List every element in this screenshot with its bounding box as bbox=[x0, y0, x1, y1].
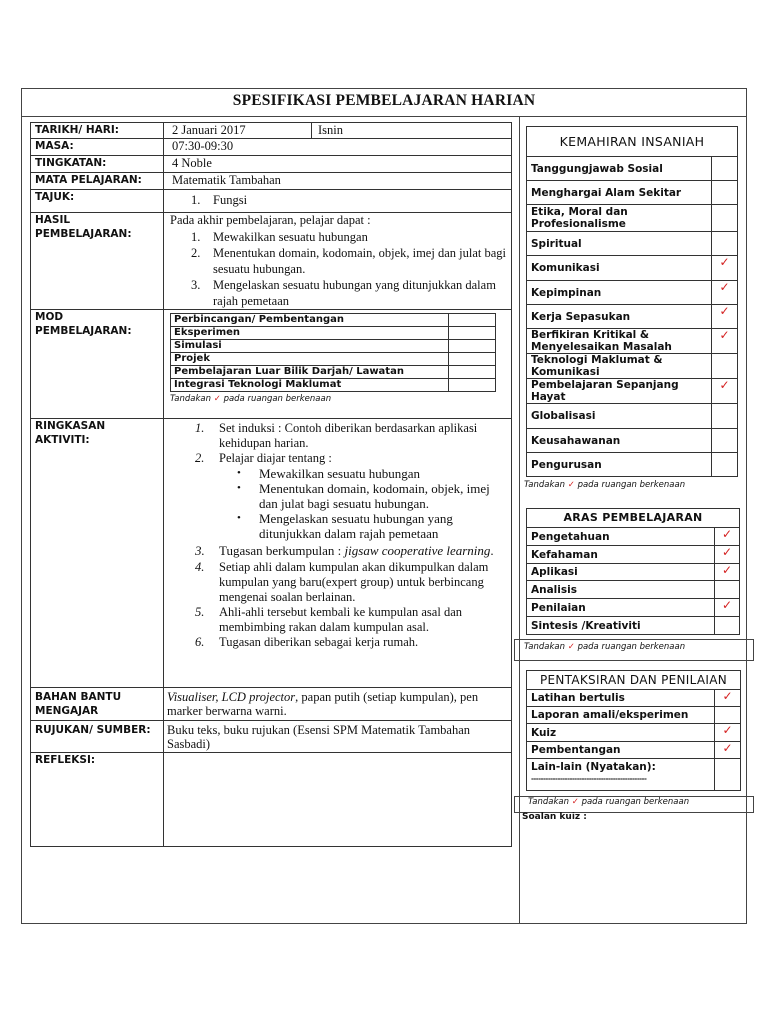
kemahiran-title: KEMAHIRAN INSANIAH bbox=[527, 127, 738, 157]
aras-item: Analisis bbox=[527, 581, 715, 599]
hasil-list bbox=[167, 229, 508, 309]
check-icon: ✓ bbox=[722, 723, 733, 737]
mod-checkbox[interactable] bbox=[449, 379, 496, 392]
mod-item: Perbincangan/ Pembentangan bbox=[171, 314, 449, 327]
tingkatan-value: 4 Noble bbox=[164, 156, 512, 173]
hasil-label: HASIL PEMBELAJARAN: bbox=[31, 213, 164, 310]
pentaksiran-item: Latihan bertulis bbox=[527, 690, 715, 707]
tajuk-item: 1. Fungsi bbox=[191, 193, 248, 207]
tarikh-label: TARIKH/ HARI: bbox=[31, 123, 164, 139]
aras-checkbox[interactable] bbox=[715, 546, 740, 564]
kemahiran-checkbox[interactable] bbox=[712, 354, 738, 379]
mod-item: Pembelajaran Luar Bilik Darjah/ Lawatan bbox=[171, 366, 449, 379]
activity-item: 1. Set induksi : Contoh diberikan berdasarkan aplikasi kehidupan harian. bbox=[195, 421, 478, 450]
check-icon: ✓ bbox=[722, 689, 733, 703]
hasil-item: 3. Mengelaskan sesuatu hubungan yang ditunjukkan dalam rajah pemetaan bbox=[191, 278, 496, 308]
bahan-label: BAHAN BANTU MENGAJAR bbox=[31, 688, 164, 721]
kemahiran-item: Kerja Sepasukan bbox=[527, 305, 712, 329]
hasil-intro: Pada akhir pembelajaran, pelajar dapat : bbox=[170, 213, 371, 227]
check-icon: ✓ bbox=[567, 642, 575, 652]
bullet-item: • Mengelaskan sesuatu hubungan yang ditunjukkan dalam rajah pemetaan bbox=[237, 511, 453, 541]
kemahiran-checkbox[interactable] bbox=[712, 453, 738, 477]
kemahiran-item: Globalisasi bbox=[527, 404, 712, 429]
pentaksiran-checkbox[interactable] bbox=[715, 724, 741, 742]
aras-checkbox[interactable] bbox=[715, 599, 740, 617]
kemahiran-item: Spiritual bbox=[527, 232, 712, 256]
aras-checkbox[interactable] bbox=[715, 528, 740, 546]
ringkasan-cell bbox=[164, 419, 512, 688]
kemahiran-table bbox=[526, 126, 738, 477]
check-icon: ✓ bbox=[719, 378, 730, 392]
kemahiran-checkbox[interactable] bbox=[712, 256, 738, 281]
mod-cell bbox=[164, 310, 512, 419]
kemahiran-checkbox[interactable] bbox=[712, 232, 738, 256]
activity-list bbox=[167, 421, 508, 466]
pentaksiran-note: Tandakan ✓ pada ruangan berkenaan bbox=[528, 797, 690, 807]
activity-bullets bbox=[167, 466, 508, 541]
kemahiran-item: Keusahawanan bbox=[527, 429, 712, 453]
check-icon: ✓ bbox=[213, 394, 221, 404]
tajuk-list bbox=[167, 193, 508, 207]
kemahiran-checkbox[interactable] bbox=[712, 379, 738, 404]
mod-checkbox[interactable] bbox=[449, 366, 496, 379]
activity-item: 4. Setiap ahli dalam kumpulan akan dikumpulkan dalam kumpulan yang baru(expert group) untuk berbincang mengenai soalan berlainan. bbox=[195, 560, 489, 604]
mod-item: Integrasi Teknologi Maklumat bbox=[171, 379, 449, 392]
check-icon: ✓ bbox=[719, 328, 730, 342]
mata-pelajaran-label: MATA PELAJARAN: bbox=[31, 173, 164, 190]
lain-lain-label: Lain-lain (Nyatakan): bbox=[531, 761, 656, 773]
tajuk-label: TAJUK: bbox=[31, 190, 164, 213]
aras-table bbox=[526, 508, 740, 635]
bullet-item: • Menentukan domain, kodomain, objek, imej dan julat bagi sesuatu hubungan. bbox=[237, 481, 490, 511]
check-icon: ✓ bbox=[721, 527, 733, 541]
mata-pelajaran-value: Matematik Tambahan bbox=[164, 173, 512, 190]
aras-checkbox[interactable] bbox=[715, 617, 740, 635]
soalan-kuiz-label: Soalan kuiz : bbox=[522, 812, 587, 822]
kemahiran-checkbox[interactable] bbox=[712, 181, 738, 205]
kemahiran-item: Pengurusan bbox=[527, 453, 712, 477]
mod-table bbox=[170, 313, 496, 392]
kemahiran-checkbox[interactable] bbox=[712, 281, 738, 305]
lesson-form bbox=[30, 122, 512, 847]
mod-item: Projek bbox=[171, 353, 449, 366]
pentaksiran-checkbox[interactable] bbox=[715, 707, 741, 724]
kemahiran-item: Teknologi Maklumat & Komunikasi bbox=[527, 354, 712, 379]
bahan-rest: , papan putih (setiap kumpulan), pen marker berwarna warni. bbox=[167, 690, 479, 718]
aras-item: Pengetahuan bbox=[527, 528, 715, 546]
ringkasan-label: RINGKASAN AKTIVITI: bbox=[31, 419, 164, 688]
aras-title: ARAS PEMBELAJARAN bbox=[527, 509, 740, 528]
aras-item: Kefahaman bbox=[527, 546, 715, 564]
hasil-cell bbox=[164, 213, 512, 310]
refleksi-cell[interactable] bbox=[164, 753, 512, 847]
mod-checkbox[interactable] bbox=[449, 314, 496, 327]
aras-item: Aplikasi bbox=[527, 564, 715, 581]
lain-lain-line[interactable]: ------------------------------------------------ bbox=[531, 775, 647, 783]
activity-item: 5. Ahli-ahli tersebut kembali ke kumpulan asal dan membimbing rakan dalam kumpulan asal. bbox=[195, 605, 462, 634]
activity-list-cont bbox=[167, 543, 508, 650]
bahan-cell bbox=[164, 688, 512, 721]
pentaksiran-checkbox[interactable] bbox=[715, 742, 741, 759]
check-icon: ✓ bbox=[721, 598, 733, 612]
pentaksiran-item: Kuiz bbox=[527, 724, 715, 742]
aras-checkbox[interactable] bbox=[715, 564, 740, 581]
aras-checkbox[interactable] bbox=[715, 581, 740, 599]
mod-checkbox[interactable] bbox=[449, 340, 496, 353]
kemahiran-checkbox[interactable] bbox=[712, 329, 738, 354]
hasil-item: 2. Menentukan domain, kodomain, objek, imej dan julat bagi sesuatu hubungan. bbox=[191, 246, 506, 276]
kemahiran-item: Komunikasi bbox=[527, 256, 712, 281]
mod-item: Simulasi bbox=[171, 340, 449, 353]
tingkatan-label: TINGKATAN: bbox=[31, 156, 164, 173]
tarikh-value: 2 Januari 2017 bbox=[164, 123, 312, 139]
pentaksiran-item: Laporan amali/eksperimen bbox=[527, 707, 715, 724]
tajuk-cell bbox=[164, 190, 512, 213]
pentaksiran-checkbox[interactable] bbox=[715, 690, 741, 707]
mod-label: MOD PEMBELAJARAN: bbox=[31, 310, 164, 419]
kemahiran-checkbox[interactable] bbox=[712, 429, 738, 453]
mod-checkbox[interactable] bbox=[449, 327, 496, 340]
rujukan-label: RUJUKAN/ SUMBER: bbox=[31, 721, 164, 753]
kemahiran-checkbox[interactable] bbox=[712, 305, 738, 329]
kemahiran-item: Berfikiran Kritikal & Menyelesaikan Masalah bbox=[527, 329, 712, 354]
kemahiran-note: Tandakan ✓ pada ruangan berkenaan bbox=[524, 480, 686, 490]
mod-checkbox[interactable] bbox=[449, 353, 496, 366]
check-icon: ✓ bbox=[719, 304, 730, 318]
kemahiran-checkbox[interactable] bbox=[712, 157, 738, 181]
check-icon: ✓ bbox=[719, 255, 730, 269]
hasil-item: 1. Mewakilkan sesuatu hubungan bbox=[191, 230, 368, 244]
masa-label: MASA: bbox=[31, 139, 164, 156]
kemahiran-checkbox[interactable] bbox=[712, 404, 738, 429]
kemahiran-item: Etika, Moral dan Profesionalisme bbox=[527, 205, 712, 232]
check-icon: ✓ bbox=[721, 545, 733, 559]
title-divider bbox=[21, 116, 747, 117]
hari-value: Isnin bbox=[312, 123, 512, 139]
kemahiran-item: Kepimpinan bbox=[527, 281, 712, 305]
aras-item: Penilaian bbox=[527, 599, 715, 617]
activity-item: 3. Tugasan berkumpulan : jigsaw cooperative learning. bbox=[195, 543, 494, 558]
kemahiran-checkbox[interactable] bbox=[712, 205, 738, 232]
activity-item: 2. Pelajar diajar tentang : bbox=[195, 451, 332, 465]
refleksi-label: REFLEKSI: bbox=[31, 753, 164, 847]
mod-note: Tandakan ✓ pada ruangan berkenaan bbox=[170, 394, 332, 404]
rujukan-value: Buku teks, buku rujukan (Esensi SPM Matematik Tambahan Sasbadi) bbox=[164, 721, 512, 753]
pentaksiran-title: PENTAKSIRAN DAN PENILAIAN bbox=[527, 671, 741, 690]
activity-item: 6. Tugasan diberikan sebagai kerja rumah. bbox=[195, 635, 419, 649]
page-title: SPESIFIKASI PEMBELAJARAN HARIAN bbox=[232, 92, 536, 109]
check-icon: ✓ bbox=[721, 563, 733, 577]
mod-item: Eksperimen bbox=[171, 327, 449, 340]
aras-item: Sintesis /Kreativiti bbox=[527, 617, 715, 635]
kemahiran-item: Menghargai Alam Sekitar bbox=[527, 181, 712, 205]
aras-note: Tandakan ✓ pada ruangan berkenaan bbox=[524, 642, 686, 652]
check-icon: ✓ bbox=[719, 280, 730, 294]
bullet-item: • Mewakilkan sesuatu hubungan bbox=[237, 466, 421, 481]
pentaksiran-item: Pembentangan bbox=[527, 742, 715, 759]
bahan-italic: Visualiser, LCD projector bbox=[167, 690, 296, 704]
lain-lain-cell bbox=[527, 759, 715, 791]
check-icon: ✓ bbox=[722, 741, 733, 755]
check-icon: ✓ bbox=[571, 797, 579, 807]
masa-value: 07:30-09:30 bbox=[164, 139, 512, 156]
lain-lain-checkbox[interactable] bbox=[715, 759, 741, 791]
kemahiran-item: Pembelajaran Sepanjang Hayat bbox=[527, 379, 712, 404]
kemahiran-item: Tanggungjawab Sosial bbox=[527, 157, 712, 181]
pentaksiran-table bbox=[526, 670, 741, 791]
check-icon: ✓ bbox=[567, 480, 575, 490]
